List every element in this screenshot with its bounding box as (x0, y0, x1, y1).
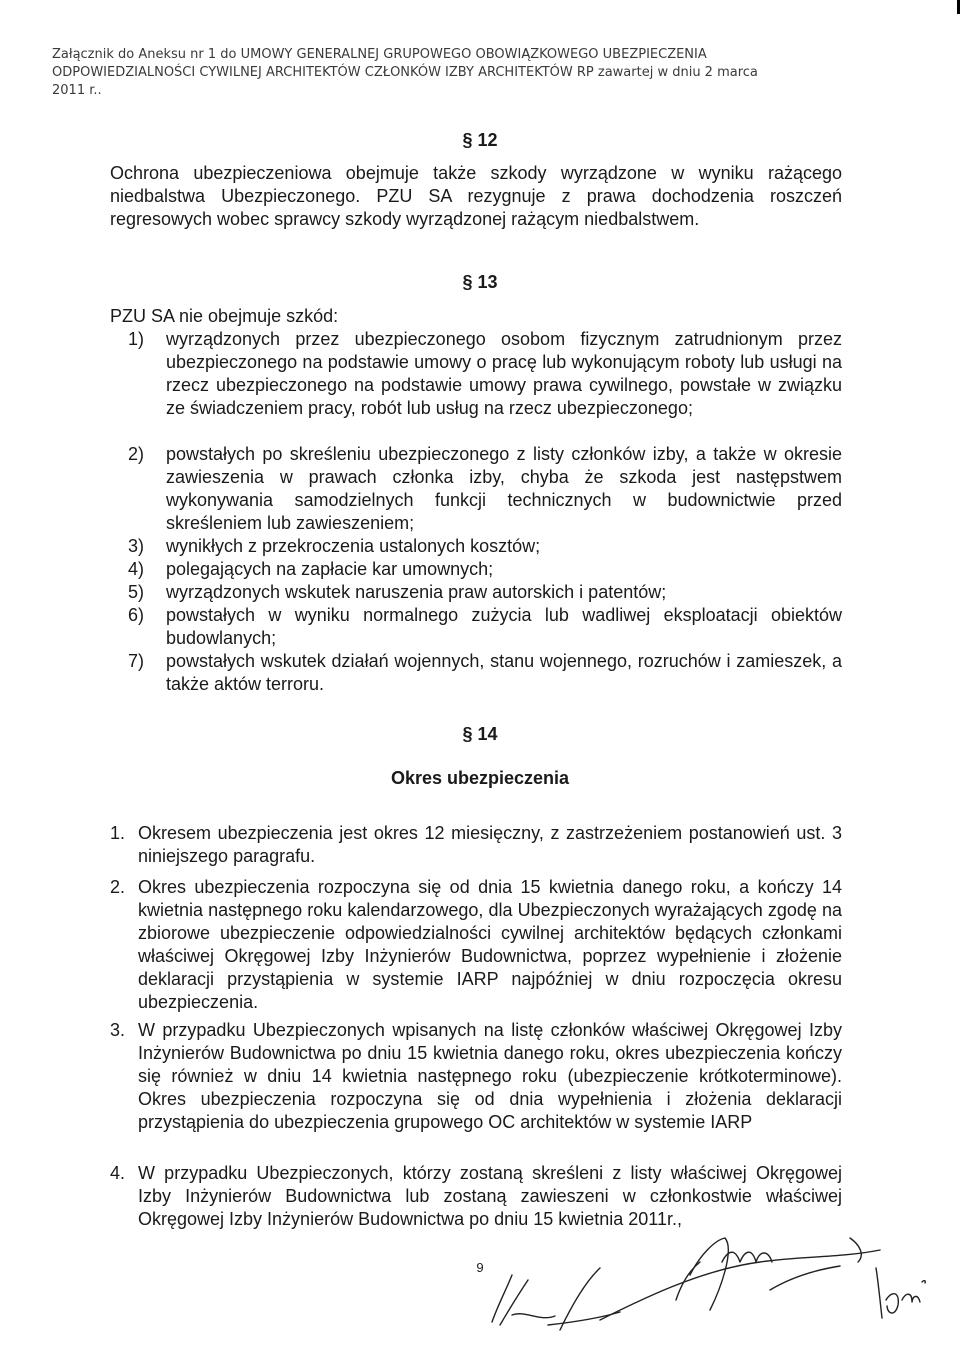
section-12-heading: § 12 (462, 130, 498, 150)
header-line-3: 2011 r.. (52, 83, 102, 98)
list-item-number: 2. (110, 877, 126, 897)
list-item-text: powstałych po skreśleniu ubezpieczonego z listy członków izby, a także w okresie zawieszenia w prawach członka izby, chyba że szkoda jest następstwem wykonywania samodzielnych funkcji technicznych w budownictwie przed skreśleniem lub zawieszeniem; (166, 444, 842, 533)
header-line-1: Załącznik do Aneksu nr 1 do UMOWY GENERALNEJ GRUPOWEGO OBOWIĄZKOWEGO UBEZPIECZENIA (52, 47, 707, 62)
list-item-text: Okres ubezpieczenia rozpoczyna się od dnia 15 kwietnia danego roku, a kończy 14 kwietnia następnego roku kalendarzowego, dla Ubezpieczonych wyrażających zgodę na zbiorowe ubezpieczenie odpowiedzialności cywilnej architektów będących członkami właściwej Okręgowej Izby Inżynierów Budownictwa, poprzez wypełnienie i złożenie deklaracji przystąpienia w systemie IARP najpóźniej w dniu rozpoczęcia okresu ubezpieczenia. (138, 877, 842, 1012)
header-line-2: ODPOWIEDZIALNOŚCI CYWILNEJ ARCHITEKTÓW CZŁONKÓW IZBY ARCHITEKTÓW RP zawartej w dniu 2 marca (52, 65, 758, 80)
list-item-text: polegających na zapłacie kar umownych; (166, 559, 494, 579)
list-item-text: wynikłych z przekroczenia ustalonych kosztów; (166, 536, 541, 556)
list-item-text: Okresem ubezpieczenia jest okres 12 miesięczny, z zastrzeżeniem postanowień ust. 3 niniejszego paragrafu. (138, 823, 842, 866)
list-item-number: 5) (128, 582, 145, 602)
list-item-number: 1. (110, 823, 126, 843)
list-item-number: 2) (128, 444, 145, 464)
section-13-intro: PZU SA nie obejmuje szkód: (110, 306, 339, 326)
list-item-number: 3. (110, 1020, 126, 1040)
section-12-text: Ochrona ubezpieczeniowa obejmuje także szkody wyrządzone w wyniku rażącego niedbalstwa Ubezpieczonego. PZU SA rezygnuje z prawa dochodzenia roszczeń regresowych wobec sprawcy szkody wyrządzonej rażącym niedbalstwem. (110, 163, 842, 229)
list-item-text: powstałych w wyniku normalnego zużycia lub wadliwej eksploatacji obiektów budowlanych; (166, 605, 842, 648)
list-item-text: powstałych wskutek działań wojennych, stanu wojennego, rozruchów i zamieszek, a także aktów terroru. (166, 651, 842, 694)
list-item-number: 7) (128, 651, 145, 671)
list-item-text: wyrządzonych wskutek naruszenia praw autorskich i patentów; (166, 582, 667, 602)
list-item-number: 4. (110, 1163, 126, 1183)
list-item-text: W przypadku Ubezpieczonych wpisanych na listę członków właściwej Okręgowej Izby Inżynierów Budownictwa po dniu 15 kwietnia danego roku, okres ubezpieczenia kończy się również w dniu 14 kwietnia następnego roku (ubezpieczenie krótkoterminowe). Okres ubezpieczenia rozpoczyna się od dnia wypełnienia i złożenia deklaracji przystąpienia do ubezpieczenia grupowego OC architektów w systemie IARP (138, 1020, 842, 1132)
list-item-number: 3) (128, 536, 145, 556)
list-item-text: W przypadku Ubezpieczonych, którzy zostaną skreśleni z listy właściwej Okręgowej Izby Inżynierów Budownictwa lub zostaną zawieszeni w członkostwie właściwej Okręgowej Izby Inżynierów Budownictwa po dniu 15 kwietnia 2011r., (138, 1163, 842, 1229)
list-item-text: wyrządzonych przez ubezpieczonego osobom fizycznym zatrudnionym przez ubezpieczonego na podstawie umowy o pracę lub wykonującym roboty lub usługi na rzecz ubezpieczonego na podstawie umowy prawa cywilnego, powstałe w związku ze świadczeniem pracy, robót lub usług na rzecz ubezpieczonego; (166, 329, 842, 418)
section-13-heading: § 13 (462, 272, 498, 292)
section-14-heading: § 14 (462, 724, 498, 744)
list-item-number: 4) (128, 559, 145, 579)
page-number: 9 (476, 1260, 484, 1275)
list-item-number: 6) (128, 605, 145, 625)
list-item-number: 1) (128, 329, 145, 349)
section-14-subtitle: Okres ubezpieczenia (390, 768, 570, 788)
